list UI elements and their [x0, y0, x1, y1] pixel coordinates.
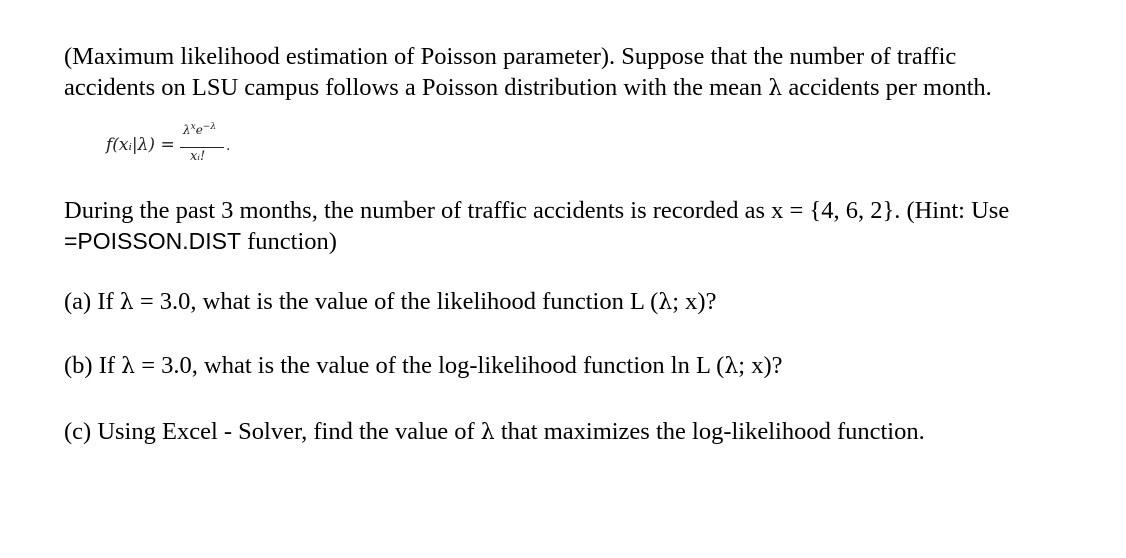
intro-paragraph [64, 41, 992, 104]
question-a-end: ; x)? [672, 288, 717, 315]
poisson-pmf-formula [106, 122, 266, 182]
question-a [64, 286, 716, 318]
data-line-1: During the past 3 months, the number of traffic accidents is recorded as x = {4, 6, 2}. (Hint: Use [64, 197, 1010, 224]
intro-line-2-end: accidents per month. [782, 74, 992, 101]
question-b-end: ; x)? [738, 352, 783, 379]
lambda-symbol: λ [121, 354, 136, 379]
formula-numerator-e: e [195, 123, 203, 137]
question-a-mid: = 3.0, what is the value of the likelihood function L ( [133, 288, 659, 315]
formula-numerator-exponent-x: x [190, 122, 196, 132]
question-b-mid: = 3.0, what is the value of the log-likelihood function ln L ( [135, 352, 725, 379]
formula-numerator-base: λ [183, 123, 191, 137]
lambda-symbol: λ [768, 76, 783, 101]
intro-line-2 [64, 72, 992, 104]
formula-numerator [183, 122, 216, 137]
question-b [64, 350, 783, 382]
formula-denominator: xᵢ! [190, 149, 206, 164]
question-c-post: that maximizes the log-likelihood function. [494, 418, 925, 445]
lambda-symbol: λ [119, 290, 134, 315]
data-paragraph [64, 195, 1009, 257]
formula-lhs: f(xᵢ|λ) = [106, 135, 175, 155]
lambda-symbol: λ [658, 290, 673, 315]
data-line-2 [64, 226, 1009, 257]
question-a-pre: (a) If [64, 288, 120, 315]
lambda-symbol: λ [480, 420, 495, 445]
lambda-symbol: λ [724, 354, 739, 379]
question-b-pre: (b) If [64, 352, 122, 379]
data-line-2-rest: function) [241, 228, 337, 255]
fraction-bar [180, 147, 224, 148]
formula-period: . [226, 138, 231, 154]
formula-numerator-exponent-lambda: −λ [202, 122, 217, 132]
intro-line-2-start: accidents on LSU campus follows a Poisson distribution with the mean [64, 74, 769, 101]
question-c-pre: (c) Using Excel - Solver, find the value of [64, 418, 481, 445]
poisson-dist-function: =POISSON.DIST [64, 228, 242, 254]
intro-line-1: (Maximum likelihood estimation of Poisson parameter). Suppose that the number of traffic [64, 43, 957, 70]
question-c [64, 416, 925, 448]
